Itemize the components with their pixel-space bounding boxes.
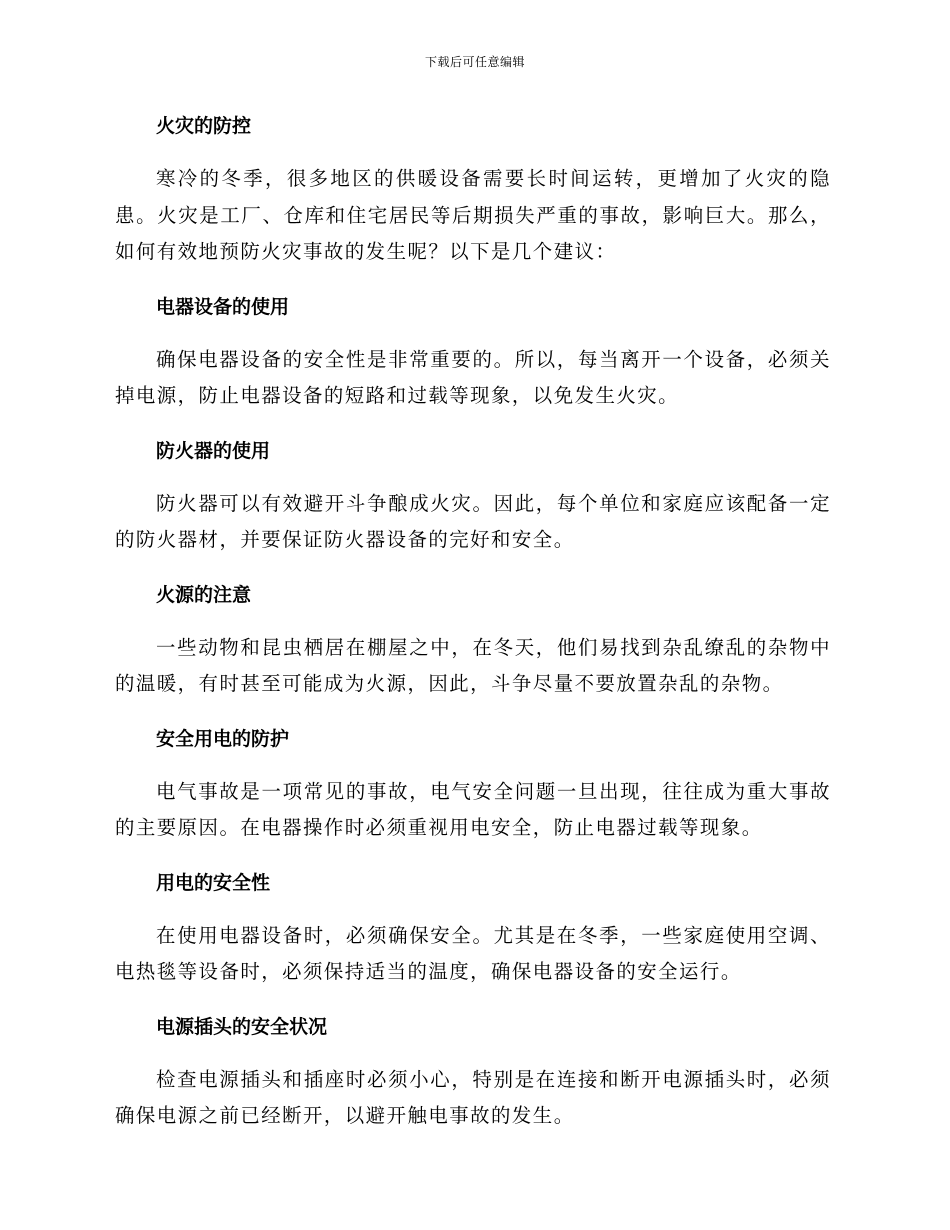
section-body: 电气事故是一项常见的事故，电气安全问题一旦出现，往往成为重大事故的主要原因。在电器操作时必须重视用电安全，防止电器过载等现象。 — [115, 779, 831, 839]
section-electrical-equipment — [115, 289, 831, 433]
section-body: 确保电器设备的安全性是非常重要的。所以，每当离开一个设备，必须关掉电源，防止电器设备的短路和过载等现象，以免发生火灾。 — [115, 347, 831, 407]
section-heading: 电源插头的安全状况 — [156, 1015, 328, 1038]
section-heading: 电器设备的使用 — [156, 295, 290, 318]
section-fire-extinguisher — [115, 433, 831, 577]
section-heading: 火灾的防控 — [156, 115, 252, 137]
section-fire-control — [115, 108, 831, 289]
section-heading: 防火器的使用 — [156, 439, 271, 462]
section-body: 检查电源插头和插座时必须小心，特别是在连接和断开电源插头时，必须确保电源之前已经断开，以避开触电事故的发生。 — [115, 1067, 831, 1127]
section-body: 在使用电器设备时，必须确保安全。尤其是在冬季，一些家庭使用空调、电热毯等设备时，必须保持适当的温度，确保电器设备的安全运行。 — [115, 923, 831, 983]
section-fire-source — [115, 577, 831, 721]
section-plug-safety — [115, 1009, 831, 1135]
section-heading: 火源的注意 — [156, 583, 252, 606]
section-body: 防火器可以有效避开斗争酿成火灾。因此，每个单位和家庭应该配备一定的防火器材，并要保证防火器设备的完好和安全。 — [115, 491, 831, 551]
section-electrical-safety — [115, 865, 831, 1009]
section-heading: 安全用电的防护 — [156, 727, 290, 750]
document-content — [115, 108, 831, 1135]
section-electrical-protection — [115, 721, 831, 865]
page-header: 下载后可任意编辑 — [424, 55, 525, 69]
section-body: 一些动物和昆虫栖居在棚屋之中，在冬天，他们易找到杂乱缭乱的杂物中的温暖，有时甚至可能成为火源，因此，斗争尽量不要放置杂乱的杂物。 — [115, 635, 831, 695]
section-heading: 用电的安全性 — [156, 871, 271, 894]
section-body: 寒冷的冬季，很多地区的供暖设备需要长时间运转，更增加了火灾的隐患。火灾是工厂、仓库和住宅居民等后期损失严重的事故，影响巨大。那么，如何有效地预防火灾事故的发生呢？以下是几个建议： — [115, 167, 831, 263]
